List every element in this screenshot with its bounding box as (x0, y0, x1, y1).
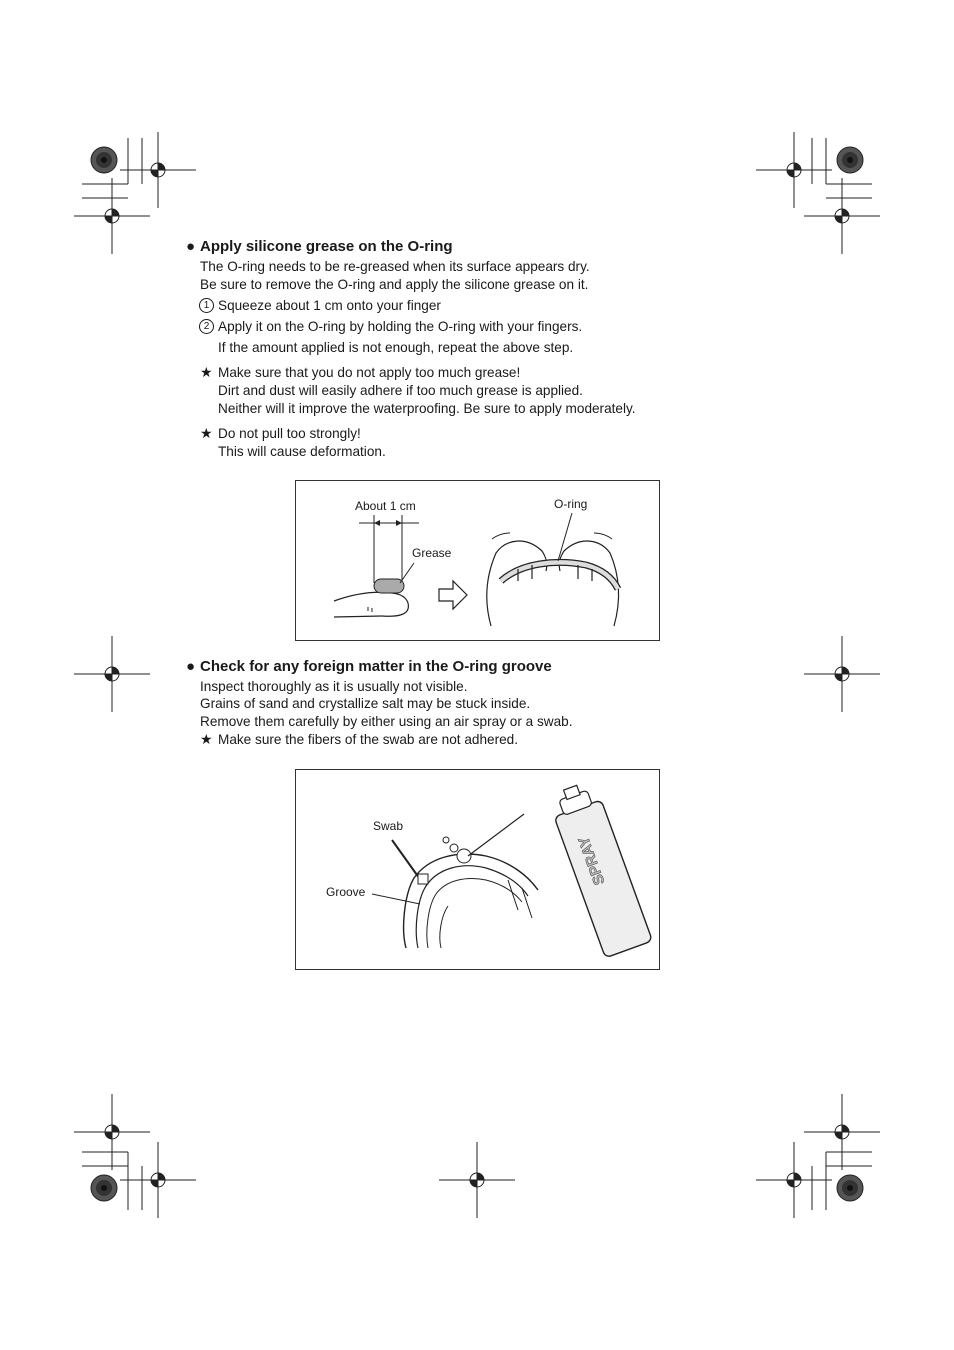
star-icon: ★ (200, 364, 213, 380)
spray-can-text: SPRAY (575, 834, 609, 888)
bullet-icon: ● (186, 658, 196, 675)
step-2-number: 2 (199, 319, 214, 334)
caution1-line-2: Dirt and dust will easily adhere if too much grease is applied. (218, 383, 583, 398)
grease-figure (295, 480, 660, 641)
section2-caution: Make sure the fibers of the swab are not adhered. (218, 732, 518, 747)
label-oring: O-ring (554, 497, 588, 511)
label-swab: Swab (373, 819, 404, 833)
grease-illustration (296, 481, 659, 640)
groove-illustration (296, 770, 659, 969)
section2-line-1: Inspect thoroughly as it is usually not visible. (200, 679, 468, 694)
caution1-line-1: Make sure that you do not apply too much grease! (218, 365, 521, 380)
caution2-line-1: Do not pull too strongly! (218, 426, 361, 441)
step-1-text: Squeeze about 1 cm onto your finger (218, 298, 441, 313)
bullet-icon: ● (186, 238, 196, 255)
section1-intro-line-2: Be sure to remove the O-ring and apply the silicone grease on it. (200, 277, 589, 292)
section1-intro-line-1: The O-ring needs to be re-greased when its surface appears dry. (200, 259, 590, 274)
star-icon: ★ (200, 425, 213, 441)
caution1-line-3: Neither will it improve the waterproofing. Be sure to apply moderately. (218, 401, 636, 416)
label-groove: Groove (326, 885, 366, 899)
step-note: If the amount applied is not enough, repeat the above step. (218, 340, 574, 355)
section2-line-3: Remove them carefully by either using an air spray or a swab. (200, 714, 573, 729)
step-1-number: 1 (199, 298, 214, 313)
star-icon: ★ (200, 731, 213, 747)
section2-line-2: Grains of sand and crystallize salt may be stuck inside. (200, 696, 531, 711)
caution2-line-2: This will cause deformation. (218, 444, 386, 459)
label-grease: Grease (412, 546, 452, 560)
label-about-1cm: About 1 cm (355, 499, 416, 513)
section2-heading: ● Check for any foreign matter in the O-ring groove (186, 658, 552, 675)
step-2-text: Apply it on the O-ring by holding the O-ring with your fingers. (218, 319, 583, 334)
section1-heading: ● Apply silicone grease on the O-ring (186, 238, 453, 255)
groove-figure (295, 769, 660, 970)
